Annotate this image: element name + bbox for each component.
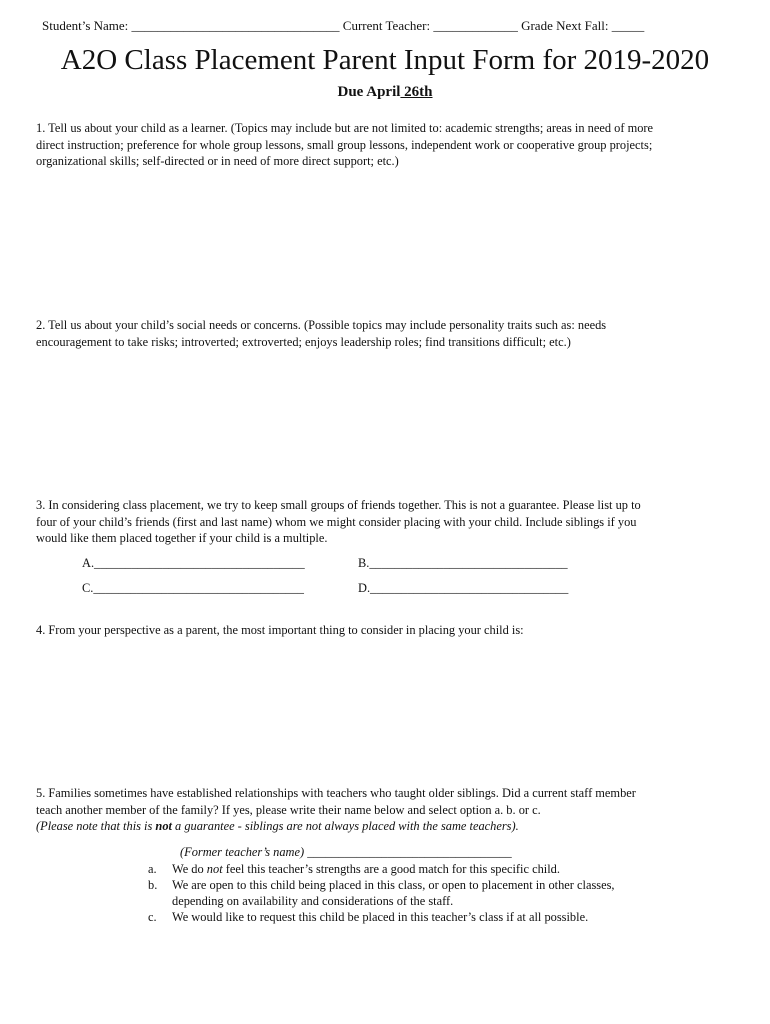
friend-b-field[interactable]: B.________________________________ bbox=[358, 556, 568, 570]
q5-options bbox=[148, 861, 615, 925]
q3-line: 3. In considering class placement, we try to keep small groups of friends together. This is not a guarantee. Please list up to bbox=[36, 498, 641, 512]
due-prefix: Due April bbox=[337, 84, 401, 100]
q1-line: organizational skills; self-directed or in need of more direct support; etc.) bbox=[36, 154, 399, 168]
option-letter: b. bbox=[148, 878, 158, 892]
due-date-value: 26th bbox=[400, 84, 433, 100]
option-c[interactable] bbox=[148, 909, 615, 925]
friend-a-field[interactable]: A.__________________________________ bbox=[82, 556, 305, 570]
due-date bbox=[0, 84, 770, 101]
q1-line: 1. Tell us about your child as a learner. (Topics may include but are not limited to: academic strengths; areas in need of more bbox=[36, 121, 654, 135]
q5-note-prefix: (Please note that this is bbox=[36, 819, 156, 833]
q1-line: direct instruction; preference for whole group lessons, small group lessons, independent work or cooperative group projects; bbox=[36, 137, 653, 152]
q2-line: encouragement to take risks; introverted; extroverted; enjoys leadership roles; find transitions difficult; etc.) bbox=[36, 334, 571, 349]
header-fields bbox=[42, 18, 644, 34]
q5-note bbox=[36, 818, 736, 835]
student-name-field[interactable]: Student’s Name: ________________________________ bbox=[42, 18, 340, 33]
question-5 bbox=[36, 785, 736, 835]
question-2 bbox=[36, 317, 736, 350]
former-teacher-label: (Former teacher’s name) bbox=[180, 845, 305, 859]
q5-note-suffix: a guarantee - siblings are not always placed with the same teachers). bbox=[171, 819, 519, 833]
q4-text: 4. From your perspective as a parent, the most important thing to consider in placing your child is: bbox=[36, 623, 524, 637]
friend-c-field[interactable]: C.__________________________________ bbox=[82, 581, 305, 595]
option-text bbox=[172, 861, 560, 877]
page-title: A2O Class Placement Parent Input Form for 2019-2020 bbox=[60, 44, 710, 76]
grade-next-fall-field[interactable]: Grade Next Fall: _____ bbox=[521, 18, 645, 33]
option-text: We are open to this child being placed in this class, or open to placement in other classes, bbox=[172, 878, 615, 892]
option-text: We would like to request this child be placed in this teacher’s class if at all possible. bbox=[172, 910, 589, 924]
former-teacher-field[interactable] bbox=[180, 845, 512, 860]
question-1 bbox=[36, 120, 736, 170]
q3-line: four of your child’s friends (first and last name) whom we might consider placing with your child. Include siblings if you bbox=[36, 514, 637, 529]
option-a-post: feel this teacher’s strengths are a good match for this specific child. bbox=[222, 862, 560, 876]
friend-d-field[interactable]: D.________________________________ bbox=[358, 581, 569, 595]
question-3 bbox=[36, 497, 736, 547]
q5-line: teach another member of the family? If yes, please write their name below and select option a. b. or c. bbox=[36, 802, 541, 817]
q5-note-bold: not bbox=[155, 819, 172, 833]
option-b[interactable] bbox=[148, 877, 615, 893]
question-4 bbox=[36, 622, 736, 639]
q5-line: 5. Families sometimes have established relationships with teachers who taught older siblings. Did a current staff member bbox=[36, 786, 636, 800]
option-a[interactable] bbox=[148, 861, 615, 877]
option-a-pre: We do bbox=[172, 862, 207, 876]
option-letter: a. bbox=[148, 862, 157, 876]
option-b-continued: depending on availability and considerations of the staff. bbox=[172, 894, 454, 908]
q3-line: would like them placed together if your child is a multiple. bbox=[36, 531, 328, 545]
current-teacher-field[interactable]: Current Teacher: _____________ bbox=[342, 18, 518, 33]
former-teacher-blank[interactable]: _________________________________ bbox=[304, 845, 512, 859]
q2-line: 2. Tell us about your child’s social needs or concerns. (Possible topics may include personality traits such as: needs bbox=[36, 318, 607, 332]
option-letter: c. bbox=[148, 910, 157, 924]
option-a-em: not bbox=[206, 862, 223, 876]
